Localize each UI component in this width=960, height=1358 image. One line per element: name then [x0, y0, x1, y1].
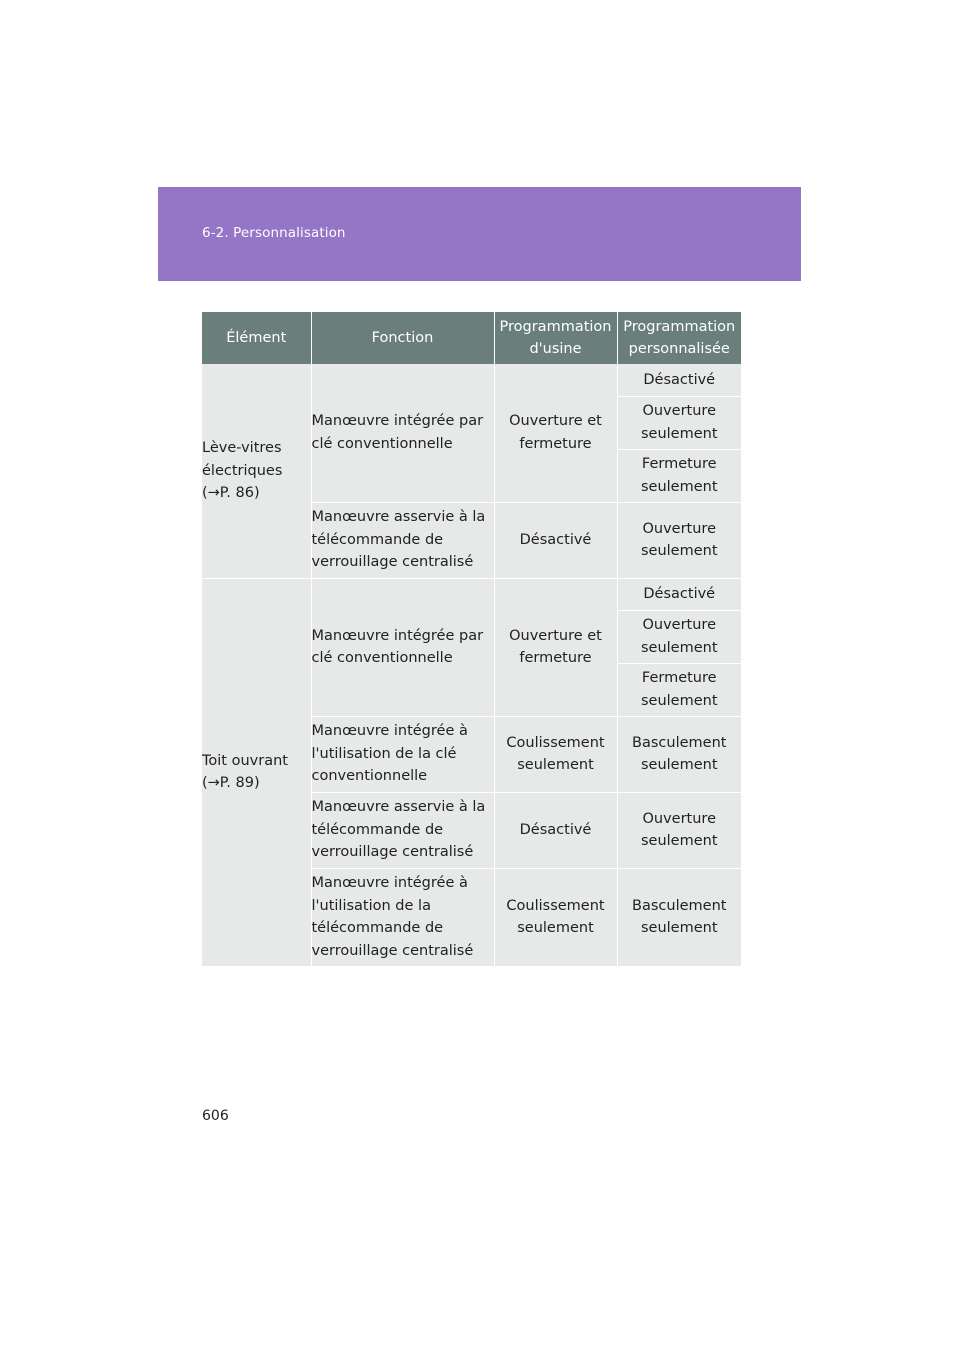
custom-line: Fermeture: [641, 670, 717, 686]
factory-line: seulement: [517, 920, 594, 936]
custom-setting-cell: [617, 716, 741, 792]
function-line: l'utilisation de la clé: [311, 745, 457, 762]
function-cell: [311, 364, 494, 502]
custom-line: Fermeture: [641, 456, 717, 472]
column-header-factory-line: d'usine: [529, 341, 582, 357]
custom-line: seulement: [640, 757, 718, 773]
custom-line: seulement: [640, 425, 718, 442]
page-number: 606: [202, 1108, 229, 1124]
column-header-element: Élément: [202, 312, 311, 364]
custom-setting-cell: [617, 502, 741, 578]
function-cell: [311, 792, 494, 868]
page-reference: (→P. 89): [202, 775, 260, 791]
customization-table: [202, 312, 741, 967]
factory-line: fermeture: [519, 435, 592, 452]
factory-setting-cell: [494, 868, 617, 966]
custom-line: seulement: [640, 478, 718, 495]
table-header-row: [202, 312, 741, 364]
table-row: [202, 578, 741, 610]
factory-setting-cell: [494, 792, 617, 868]
function-line: Manœuvre intégrée par: [311, 627, 484, 644]
custom-setting-cell: [617, 364, 741, 396]
item-line: Toit ouvrant: [202, 752, 288, 769]
custom-line: seulement: [640, 692, 718, 709]
custom-line: Désactivé: [643, 371, 716, 388]
function-line: verrouillage centralisé: [311, 942, 474, 959]
factory-line: Coulissement: [506, 734, 605, 751]
column-header-factory-setting: [494, 312, 617, 364]
function-line: télécommande de: [311, 920, 444, 936]
factory-line: Coulissement: [506, 897, 605, 914]
custom-line: Ouverture: [642, 810, 716, 827]
function-line: verrouillage centralisé: [311, 844, 474, 861]
function-line: l'utilisation de la: [311, 897, 431, 914]
column-header-factory-line: Programmation: [499, 319, 612, 335]
custom-line: Ouverture: [642, 520, 716, 537]
function-line: Manœuvre intégrée à: [311, 723, 468, 740]
custom-setting-cell: [617, 396, 741, 449]
function-line: télécommande de: [311, 531, 444, 548]
custom-line: Basculement: [632, 897, 727, 914]
factory-line: seulement: [517, 757, 594, 773]
custom-setting-cell: [617, 663, 741, 716]
custom-line: Désactivé: [643, 585, 716, 602]
custom-setting-cell: [617, 610, 741, 663]
function-line: Manœuvre asservie à la: [311, 799, 486, 816]
table-row: [202, 364, 741, 396]
section-header-band: [158, 187, 801, 281]
factory-setting-cell: [494, 716, 617, 792]
custom-line: Basculement: [632, 734, 727, 751]
column-header-function: Fonction: [311, 312, 494, 364]
page-reference: (→P. 86): [202, 485, 260, 501]
item-line: électriques: [202, 462, 283, 479]
item-line: Lève-vitres: [202, 440, 282, 456]
custom-setting-cell: [617, 449, 741, 502]
function-cell: [311, 868, 494, 966]
section-title: 6-2. Personnalisation: [202, 225, 346, 241]
factory-line: Désactivé: [519, 531, 592, 548]
column-header-custom-line: personnalisée: [628, 341, 730, 357]
factory-line: Ouverture et: [509, 627, 602, 644]
function-line: télécommande de: [311, 821, 444, 838]
factory-setting-cell: [494, 578, 617, 716]
factory-setting-cell: [494, 502, 617, 578]
function-line: clé conventionnelle: [311, 650, 453, 666]
function-line: conventionnelle: [311, 768, 428, 785]
function-line: Manœuvre intégrée par: [311, 413, 484, 430]
function-line: Manœuvre intégrée à: [311, 875, 468, 891]
function-cell: [311, 716, 494, 792]
function-cell: [311, 502, 494, 578]
custom-line: seulement: [640, 920, 718, 936]
factory-line: Désactivé: [519, 821, 592, 838]
custom-line: seulement: [640, 833, 718, 849]
column-header-custom-line: Programmation: [623, 319, 736, 335]
factory-setting-cell: [494, 364, 617, 502]
item-cell-sunroof: [202, 578, 311, 966]
item-cell-power-windows: [202, 364, 311, 578]
custom-line: seulement: [640, 639, 718, 656]
custom-line: Ouverture: [642, 617, 716, 633]
custom-line: Ouverture: [642, 403, 716, 419]
custom-line: seulement: [640, 543, 718, 559]
function-line: clé conventionnelle: [311, 435, 453, 452]
function-cell: [311, 578, 494, 716]
function-line: Manœuvre asservie à la: [311, 509, 486, 526]
column-header-custom-setting: [617, 312, 741, 364]
custom-setting-cell: [617, 578, 741, 610]
function-line: verrouillage centralisé: [311, 554, 474, 571]
custom-setting-cell: [617, 868, 741, 966]
custom-setting-cell: [617, 792, 741, 868]
factory-line: fermeture: [519, 650, 592, 666]
factory-line: Ouverture et: [509, 413, 602, 430]
